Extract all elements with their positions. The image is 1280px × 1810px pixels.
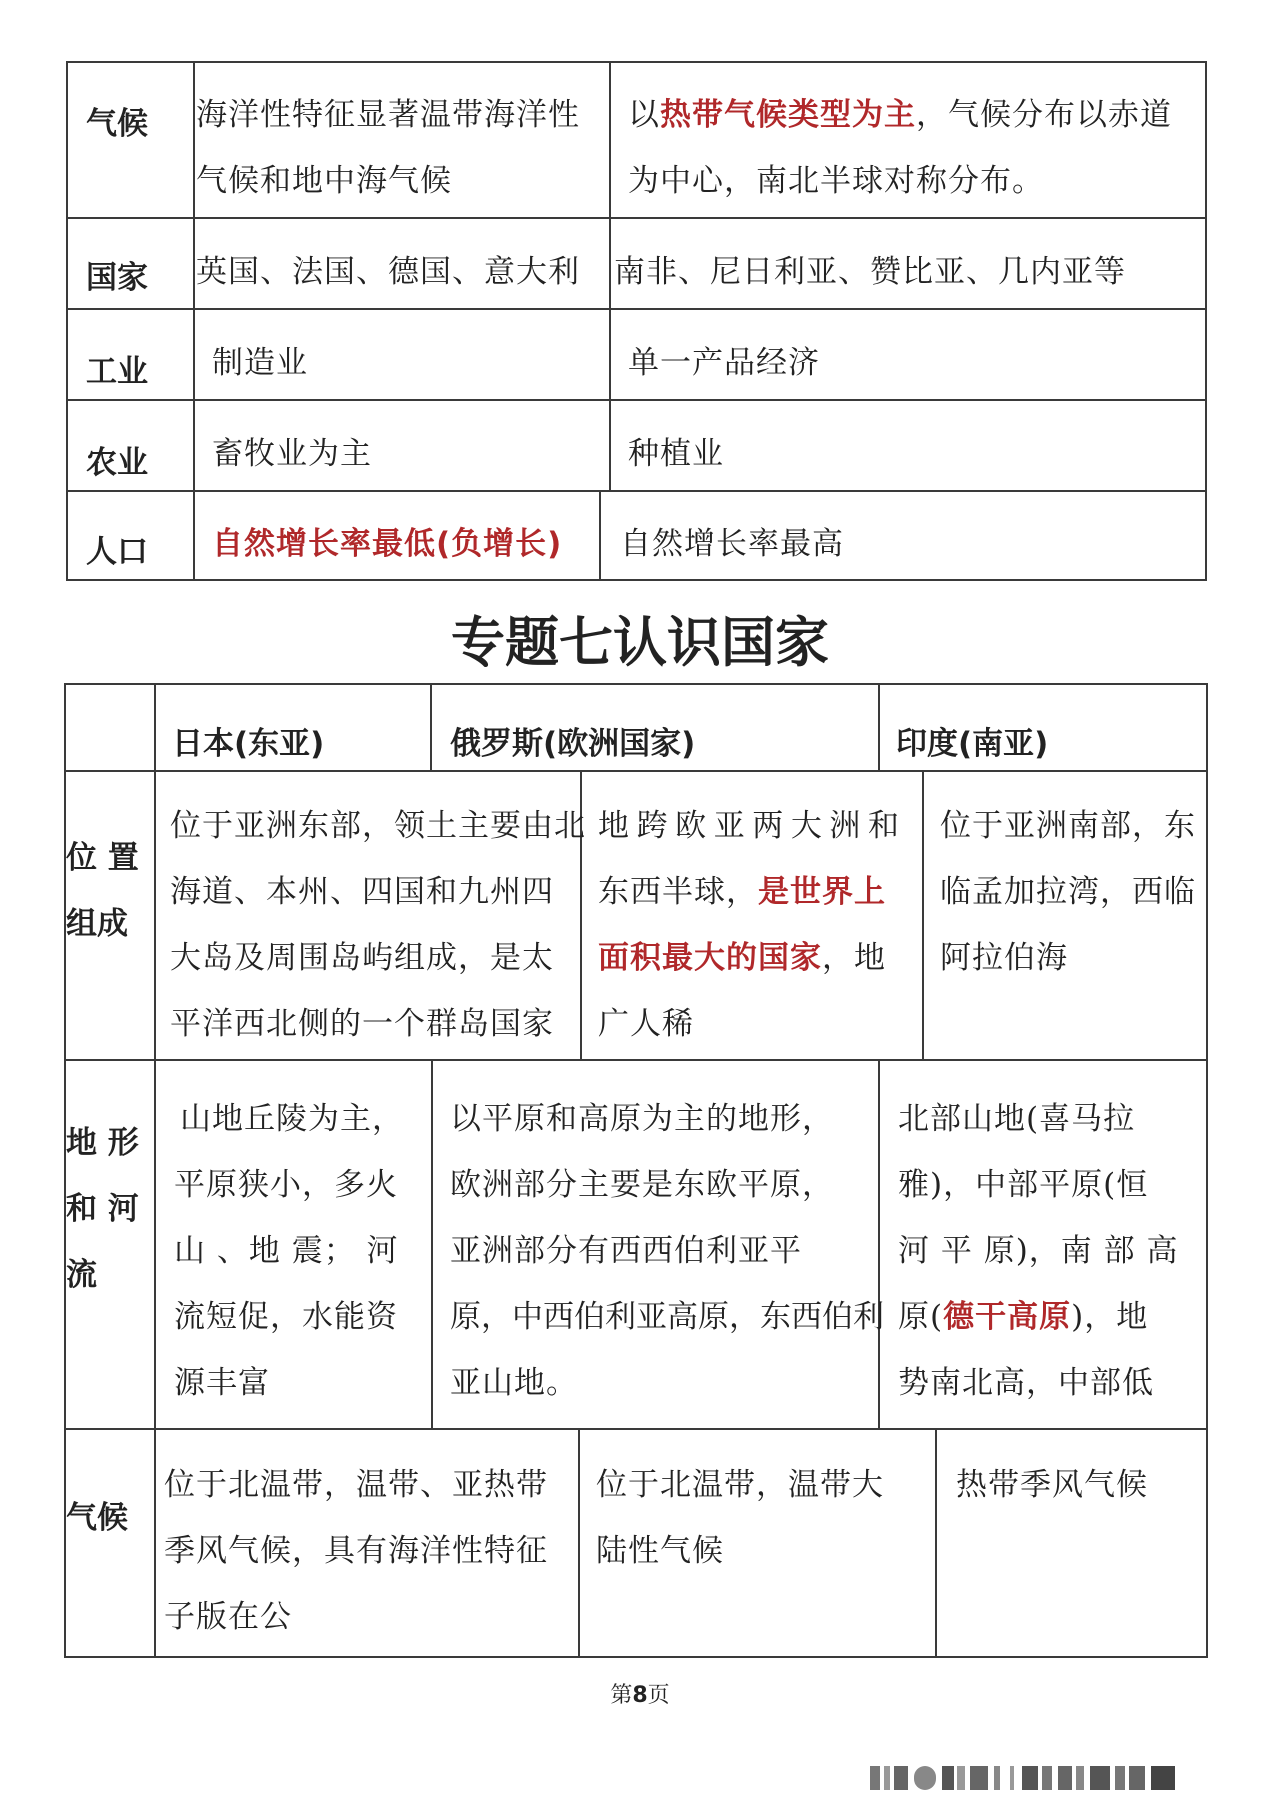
africa-agriculture: 种植业 <box>628 436 724 472</box>
russia-terrain: 以平原和高原为主的地形， 欧洲部分主要是东欧平原， 亚洲部分有西西伯利亚平 原，中西伯利亚高原，东西伯利 亚山地。 <box>450 1101 884 1401</box>
row-label-countries: 国家 <box>86 260 148 296</box>
europe-climate: 海洋性特征显著温带海洋性 气候和地中海气候 <box>196 97 580 199</box>
row-label-climate: 气候 <box>86 106 148 142</box>
column-header-india: 印度(南亚) <box>896 726 1049 762</box>
india-position: 位于亚洲南部，东 临孟加拉湾，西临 阿拉伯海 <box>940 808 1196 976</box>
russia-position: 地跨欧亚两大洲和 东西半球，是世界上 面积最大的国家，地 广人稀 <box>598 808 900 1042</box>
africa-climate: 以热带气候类型为主，气候分布以赤道 为中心，南北半球对称分布。 <box>628 97 1172 199</box>
europe-countries: 英国、法国、德国、意大利 <box>196 254 580 290</box>
russia-climate: 位于北温带，温带大 陆性气候 <box>596 1467 884 1569</box>
row-label-industry: 工业 <box>86 354 148 390</box>
row-label-population: 人口 <box>86 534 148 570</box>
row-label-climate-2: 气候 <box>66 1500 128 1536</box>
india-climate: 热带季风气候 <box>956 1467 1148 1503</box>
watermark-bars <box>870 1766 1240 1790</box>
column-header-russia: 俄罗斯(欧洲国家) <box>450 726 696 762</box>
europe-agriculture: 畜牧业为主 <box>212 436 372 472</box>
japan-position: 位于亚洲东部，领土主要由北 海道、本州、四国和九州四 大岛及周围岛屿组成，是太 平洋西北侧的一个群岛国家 <box>170 808 586 1042</box>
row-label-position: 位 置 组成 <box>66 840 139 942</box>
japan-climate: 位于北温带，温带、亚热带 季风气候，具有海洋性特征 子版在公 <box>164 1467 548 1635</box>
column-header-japan: 日本(东亚) <box>172 726 325 762</box>
europe-population: 自然增长率最低(负增长) <box>212 526 563 562</box>
page-number: 第8页 <box>610 1683 670 1708</box>
section-title: 专题七认识国家 <box>451 611 829 674</box>
row-label-terrain: 地 形 和 河 流 <box>66 1125 139 1293</box>
africa-countries: 南非、尼日利亚、赞比亚、几内亚等 <box>614 254 1126 290</box>
india-terrain: 北部山地(喜马拉 雅)，中部平原(恒 河 平 原)，南 部 高 原(德干高原)，地 势南北高，中部低 <box>898 1101 1179 1401</box>
europe-industry: 制造业 <box>212 345 308 381</box>
africa-industry: 单一产品经济 <box>628 345 820 381</box>
japan-terrain: 山地丘陵为主， 平原狭小，多火 山 、地 震； 河 流短促，水能资 源丰富 <box>174 1101 404 1401</box>
row-label-agriculture: 农业 <box>86 445 148 481</box>
africa-population: 自然增长率最高 <box>620 526 844 562</box>
